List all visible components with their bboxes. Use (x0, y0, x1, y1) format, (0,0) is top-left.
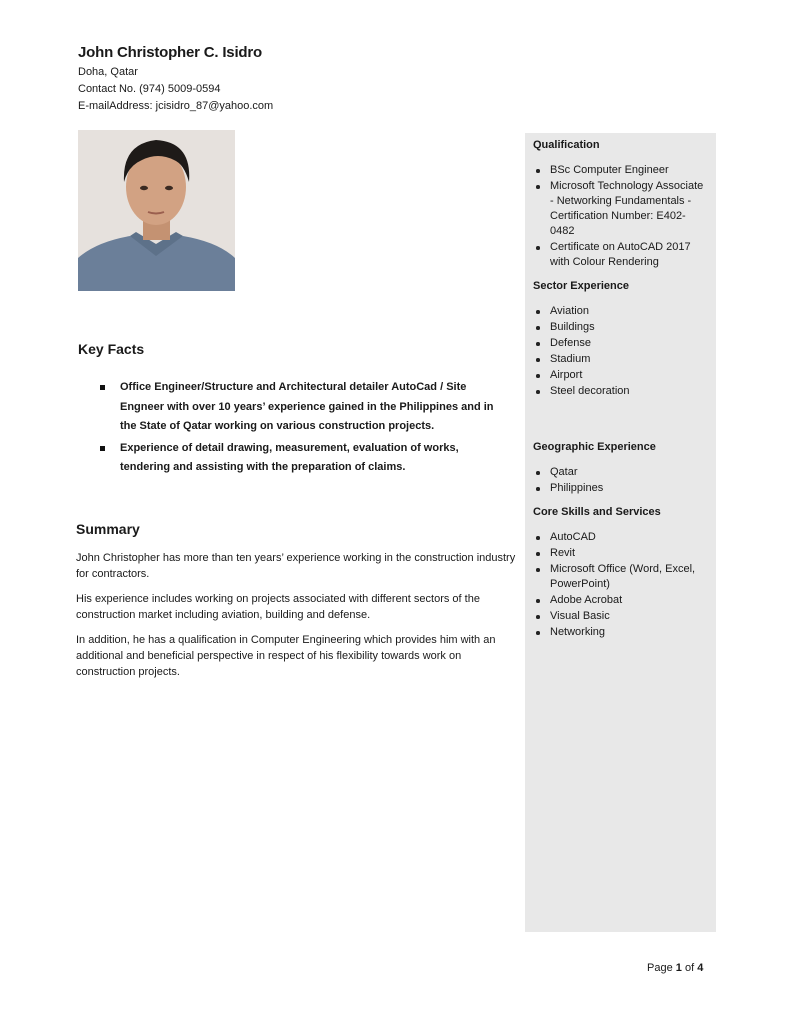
sector-item: Airport (533, 368, 708, 383)
skill-item: Revit (533, 546, 708, 561)
sector-item: Stadium (533, 352, 708, 367)
qualification-item: Microsoft Technology Associate - Networking Fundamentals - Certification Number: E402- 0482 (533, 179, 708, 239)
key-fact-item: Office Engineer/Structure and Architectural detailer AutoCad / Site Engneer with over 10 years’ experience gained in the Philippines and in the State of Qatar working on various construction projects. (100, 378, 505, 437)
key-facts-list (100, 378, 505, 480)
page-current: 1 (675, 962, 682, 974)
sector-item: Steel decoration (533, 384, 708, 399)
geographic-experience-list (533, 465, 708, 496)
page-number (647, 962, 703, 974)
sector-experience-heading: Sector Experience (533, 280, 629, 292)
skill-item: Networking (533, 625, 708, 640)
key-facts-heading: Key Facts (78, 341, 145, 357)
geographic-item: Qatar (533, 465, 708, 480)
summary-paragraph: His experience includes working on projects associated with different sectors of the construction market including aviation, building and defense. (76, 593, 480, 621)
summary-heading: Summary (76, 521, 140, 537)
qualification-item: Certificate on AutoCAD 2017 with Colour Rendering (533, 240, 708, 270)
key-fact-item: Experience of detail drawing, measurement, evaluation of works, tendering and assisting with the preparation of claims. (100, 439, 505, 478)
summary-section (76, 550, 516, 689)
email-line: E-mailAddress: jcisidro_87@yahoo.com (78, 100, 274, 112)
page-of: of (684, 962, 695, 974)
geographic-experience-heading: Geographic Experience (533, 441, 656, 453)
summary-paragraph: John Christopher has more than ten years’ experience working in the construction industry for contractors. (76, 552, 516, 580)
core-skills-list (533, 530, 708, 640)
skill-item: Microsoft Office (Word, Excel, PowerPoint) (533, 562, 708, 592)
candidate-name: John Christopher C. Isidro (78, 44, 262, 61)
page-word: Page (647, 962, 673, 974)
sidebar-panel (525, 133, 716, 932)
core-skills-heading: Core Skills and Services (533, 506, 661, 518)
sector-item: Buildings (533, 320, 708, 335)
skill-item: Adobe Acrobat (533, 593, 708, 608)
location-line: Doha, Qatar (78, 66, 138, 78)
contact-line: Contact No. (974) 5009-0594 (78, 83, 221, 95)
page-total: 4 (697, 962, 704, 974)
skill-item: Visual Basic (533, 609, 708, 624)
sector-item: Defense (533, 336, 708, 351)
geographic-item: Philippines (533, 481, 708, 496)
summary-paragraph: In addition, he has a qualification in Computer Engineering which provides him with an additional and beneficial perspective in respect of his flexibility towards work on construction projects. (76, 634, 496, 678)
resume-header (78, 44, 273, 115)
qualification-item: BSc Computer Engineer (533, 163, 708, 178)
skill-item: AutoCAD (533, 530, 708, 545)
qualification-list (533, 163, 708, 270)
profile-photo (78, 130, 235, 291)
sector-item: Aviation (533, 304, 708, 319)
sector-experience-list (533, 304, 708, 399)
qualification-heading: Qualification (533, 139, 600, 151)
